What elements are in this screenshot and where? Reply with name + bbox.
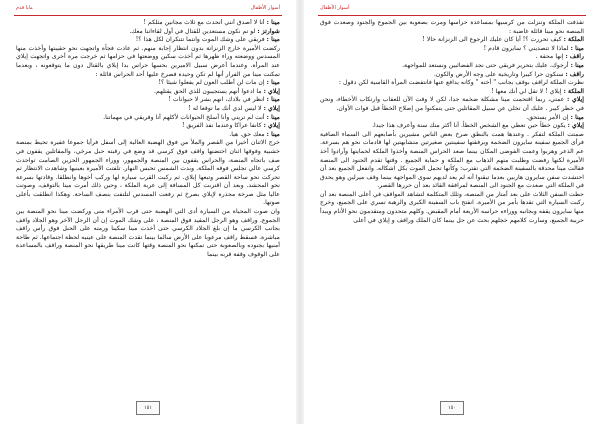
left-header-author: مايا قدم xyxy=(16,5,33,11)
paragraph: مينا : أرجوك، عليك بتحرير فريقي حتى نجد الفضائيين ونستعد للمواجهة. xyxy=(402,61,584,69)
paragraph: الملكة : كيف تحررت ؟! أيا كان عليك الرجوع الى الزنزانة حالا ! xyxy=(422,36,584,44)
paragraph: مينا : انظر في بلادك، انهم بشر لا حيوانات ! xyxy=(168,96,280,104)
left-header-title: أسوار الأطفال xyxy=(250,5,280,11)
paragraph: مينا : إن الأمر يستحق. xyxy=(526,113,584,121)
paragraph: مينا : أنا لا أصدق أنني أتحدث مع ثلاث مجانين مثلكم ! xyxy=(143,19,280,26)
paragraph: شوارتز : لو تم نكون مستعدين للقتال في أول لقاءاتنا معك. xyxy=(129,27,280,35)
right-page-body xyxy=(320,19,584,397)
paragraph: نظرت الملكة لراقف بوقف بجانب " أخته " وكانه يدافع عنها فانتفضت المرأة القاسية لكن دقول : xyxy=(338,79,584,87)
paragraph: إيلاي : عمتي، ربما اقتحمت مينا مشكلة ضخمة جدا، لكن لا وقت الآن للعقاب وارتكاب الأخطاء، ونحن في خطر كبير . عليك أن تخلي عن سبيل المقاتلين حتى يتمكنوا من إصلاح الخطأ قبل فوات الأوان. xyxy=(320,96,584,112)
paragraph: راقف : إنها محقة . xyxy=(535,53,584,61)
book-gutter xyxy=(296,0,304,424)
paragraph: حطت السفن الثلاث على بعد أمتار من المنصة، وتلك المتكلمة لتشاهد المواقف في أعلى المنصة بعد أن ركبت السيارة التي تقدها بأمر من الأميرة. انفتح باب السفينة الكبرى والرهبة تسري على الجميع، وخرج منها سايرون يقفه وبجانبه ووراءه حراسه الأربعة أمام المقبض. وكلهم متحدون ومتقدمون نحو الأنام ويبدأ حريبة الجميع، وسارت كلامهم خجلهم بحث عن حل بينما كان الملك وراقف و إيلاي في أعلى xyxy=(320,190,584,224)
left-page-number: ١٥١ xyxy=(136,401,160,415)
left-page xyxy=(0,0,296,424)
paragraph: مينا : لماذا لا تتصديني ؟ سايرون قادم ! xyxy=(483,44,584,52)
paragraph: راقف : سنكون حرا كبيرا وتاريخية على وجه الأرض والكون. xyxy=(433,70,584,78)
paragraph: مينا : أنت لم تريني وأنا أسلخ الحيوانات لأكلهم أنا وفريقي في مهماتنا. xyxy=(103,113,280,121)
right-page-number: ١٥٠ xyxy=(440,401,464,415)
paragraph: وان صوت المحياة من السيارة أدى التي الهضبة حتى قرب الأمراء متى وركضت مينا نحو المنصة بين الجموع. وراقف وهو الرجل المقيد فوق المنصة ، على وشك الموت إن أن الرجل الآخر وهو الجلاد واقف بجانب الكرسي ما إن بلغ الجلاد الكرسي حتى أخذت مينا سكينا ورمته على الحبل فوق رأس راقف مباشرة. فسقط راقف مرعوبا على الأرض سالما بينما تقدت المنصة على عينيه لحظة اجتماعها. ثم طاحة أمنيها بجنوده وبالصعوبة حتى تمكنها نحو المنصة وقتها كانت مينا طريقها نحو المنصة وراقف بالمساعدة على الوقوف وقفة قربه بينما xyxy=(16,208,280,259)
paragraph: إيلاي : يكون خطأ حين تعطي مع الشخص الخطأ. أنا أكثر منك سنة وأعرف هذا جيدا. xyxy=(372,122,584,130)
paragraph: إيلاي : ما ادعوا أنهم يستجيبون للذي الحق يقتلهم. xyxy=(154,87,280,95)
paragraph: خرج الاثنان أخيرا من القصر والملأ من فوق الهضبة العالية إلى أسفل فرأيا جموعا غفيرة تحيط بمنصة خشبية وفوقها اثنان احتضنها واقف فوق كرسي قد وضع في رقبته حبل مرخي، والمقاتلين يقفون في صف باتجاه المنصة، والحراس يقفون بين المنصة والجمهور، ووراء الجمهور الحزين الصامت تواجدت كرسي عالي تجلس فوقه الملكة. وبدت الشمس تحبس النهار. تلفتت الأميرة بعينيها وشاهدت الانتظار ثم تحركت نحو ساحة القصر وتبعها إيلاي. ثم ركبت القرب سيارة لها وركب أخوها وانطلقا. وقادتها بسرعة نحو المحشد. وبعد أن اقتربت كل المسافة إلى عربة الملكة ، وحين ذلك أمرت مينا بالتوقف، وصوتت عاليا مثل صرخة محذرة لإيلاي بصرخ ثم رفعت المسدس لتلتفت بنصف الساحة. وهكذا انطلقت بأعلى صوتها. xyxy=(16,139,280,207)
paragraph: مينا : فريقي على وشك الموت وانتما تتنكران لكل هذا ؟! xyxy=(135,36,280,44)
paragraph: مينا : معك حق. هيا. xyxy=(229,130,280,138)
right-page-header xyxy=(318,3,586,16)
paragraph: إيلاي : لا ليس لدي أنك ما توقعا له ! xyxy=(188,104,280,112)
paragraph: صمتت الملكة لتفكر . وعندها همت بالنطق صرخ بعض الناس مشيرين بأصابعهم الى السماء الصافية فرأى الجميع سفينة سايرون الضخمة وبرفقتها سفينتين صغيرتين متشابهتين لها قادمات نحو هم بسرعة. عم الذعر وهربوا وعمت الفوضى المكان بينما صعد الحراس المنصة وأخذوا الملكة لحمايتها وأرادوا أخذ الأميرة لكنها رفضت وطلبت منهم الذهاب مع الملكة و حماية الجميع . وقتها تقدم الجنود الى المنصة فقالت مينا محدقة بالسفينة الضخمة التي تقترب: وكأنها تحمل الموت بكل اشكاله. وانفعل الجميع بعد أن احتشدت سفن سايرون هاربين بعدما تيقنوا أنه لم يعد لديهم سوى المواجهة بينما وقف ميرلين وهو يحدق في الملكة التي صعدت مع الجنود الى المنصة لمرافقة القائد بعد أن حررها القصر. xyxy=(320,130,584,190)
paragraph: الملكة : إيلاي ! لا تقل لي أنك معها ! xyxy=(491,87,584,95)
paragraph: ركضت الأميرة خارج الزنزانة بدون انتظار إجابة منهم. ثم عادت فجأة واتجهت نحو حقيبتها وأخذت منها المسدس ووضعته وراء ظهرها ثم أخذت سكين ووضعتها في حزامها ثم خرجت مرة أخرى واتجهت إيلاي عند المرأة. وعندما أعرض سبيل الاميرين بحسها حراس بدا إيلاي بالقتال دون ما يتوقعونه ، وبعدما تمكنت مينا من الفرار أنها لم تكن وحيدة فصرخ عليها أحد الحراس قائلة : xyxy=(16,44,280,78)
paragraph: تقذفت الملكة وتنزلت من كرسيها بمساعدة حراسها ومرت بصعوبة بين الجموع والجنود وصعدت فوق المنصة نحو مينا قائلة غاضبة : xyxy=(320,19,584,35)
left-page-body xyxy=(16,19,280,397)
left-page-header xyxy=(14,3,282,16)
paragraph: مينا : إن مات لن أطلب العون لم يفعلوا شيئا ؟! xyxy=(158,79,280,87)
paragraph: إيلاي : كانفا عراكا وعندما نفذ الفريق ! xyxy=(181,122,280,130)
right-page xyxy=(304,0,600,424)
right-header-title: أسوار الأطفال xyxy=(320,5,350,11)
